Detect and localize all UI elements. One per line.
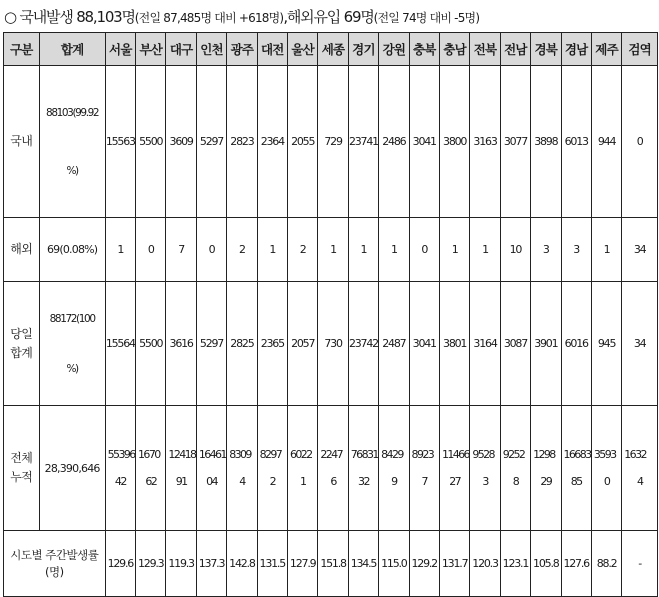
cell-value-top: 12418 [168, 448, 196, 461]
column-header: 합계 [39, 33, 105, 66]
table-cell [257, 406, 287, 531]
page-title [4, 4, 479, 30]
table-cell: 3 [561, 218, 591, 282]
cell-value-bottom: 9 [391, 475, 397, 488]
table-cell: 1 [348, 218, 378, 282]
table-cell: 123.1 [500, 531, 530, 597]
table-cell: 131.5 [257, 531, 287, 597]
table-cell: 2364 [257, 66, 287, 218]
cell-value-bottom: 91 [175, 475, 187, 488]
table-cell: 6016 [561, 282, 591, 406]
table-cell [287, 406, 317, 531]
column-header: 인천 [196, 33, 226, 66]
cell-value-top: 3593 [593, 448, 616, 461]
column-header: 경북 [531, 33, 561, 66]
table-cell [409, 406, 439, 531]
cell-value-bottom: 2 [269, 475, 275, 488]
table-cell: 2055 [287, 66, 317, 218]
column-header: 세종 [318, 33, 348, 66]
column-header: 대구 [166, 33, 196, 66]
column-header: 부산 [136, 33, 166, 66]
table-cell: 3077 [500, 66, 530, 218]
table-cell: 0 [196, 218, 226, 282]
table-cell: 2823 [227, 66, 257, 218]
table-cell: 945 [591, 282, 621, 406]
column-header: 구분 [4, 33, 40, 66]
cell-value-top: 11466 [441, 448, 469, 461]
cell-value-top: 2247 [320, 448, 342, 461]
cell-value-top: 8297 [259, 448, 282, 461]
table-cell: 131.7 [439, 531, 469, 597]
table-cell: 2486 [379, 66, 409, 218]
total-domestic [39, 66, 105, 218]
table-cell: 5500 [136, 282, 166, 406]
table-cell: 127.9 [287, 531, 317, 597]
table-cell: 120.3 [470, 531, 500, 597]
total-cumulative: 28,390,646 [39, 406, 105, 531]
row-label-overseas: 해외 [4, 218, 40, 282]
status-table [3, 32, 658, 597]
table-cell: 3616 [166, 282, 196, 406]
table-cell: 944 [591, 66, 621, 218]
total-daily [39, 282, 105, 406]
cell-value-bottom: 0 [603, 475, 610, 488]
table-cell: 34 [622, 282, 658, 406]
row-label-cumulative: 전체 누적 [4, 406, 40, 531]
table-cell: 3901 [531, 282, 561, 406]
table-cell: 3164 [470, 282, 500, 406]
column-header: 전북 [470, 33, 500, 66]
domestic-label: 국내발생 [19, 8, 73, 26]
column-header: 광주 [227, 33, 257, 66]
table-cell: 129.3 [136, 531, 166, 597]
table-cell: 3041 [409, 282, 439, 406]
cell-value-bottom: 6 [330, 475, 336, 488]
table-cell: 1 [439, 218, 469, 282]
table-cell: 142.8 [227, 531, 257, 597]
table-cell: - [622, 531, 658, 597]
table-cell: 1 [318, 218, 348, 282]
table-cell [348, 406, 378, 531]
table-cell: 34 [622, 218, 658, 282]
total-daily-bottom: %) [66, 362, 78, 375]
column-header: 경기 [348, 33, 378, 66]
total-overseas: 69(0.08%) [39, 218, 105, 282]
table-cell [196, 406, 226, 531]
table-cell: 5500 [136, 66, 166, 218]
table-cell: 15564 [105, 282, 135, 406]
table-cell: 151.8 [318, 531, 348, 597]
table-cell: 0 [136, 218, 166, 282]
table-cell: 3801 [439, 282, 469, 406]
table-cell [166, 406, 196, 531]
table-cell: 1 [379, 218, 409, 282]
table-row-domestic [4, 66, 658, 218]
table-cell: 3087 [500, 282, 530, 406]
cell-value-bottom: 42 [114, 475, 126, 488]
column-header: 경남 [561, 33, 591, 66]
cell-value-top: 8309 [229, 448, 251, 461]
table-cell: 730 [318, 282, 348, 406]
cell-value-top: 8429 [381, 448, 403, 461]
table-row-daily [4, 282, 658, 406]
table-cell: 2 [227, 218, 257, 282]
column-header: 검역 [622, 33, 658, 66]
table-cell: 2487 [379, 282, 409, 406]
column-header: 울산 [287, 33, 317, 66]
table-cell: 115.0 [379, 531, 409, 597]
column-header: 강원 [379, 33, 409, 66]
table-cell [470, 406, 500, 531]
table-cell: 7 [166, 218, 196, 282]
column-header: 서울 [105, 33, 135, 66]
table-cell [622, 406, 658, 531]
table-cell: 15563 [105, 66, 135, 218]
overseas-label: 해외유입 [286, 8, 341, 26]
title-separator: , [283, 8, 287, 26]
cell-value-bottom: 29 [540, 475, 552, 488]
cell-value-bottom: 7 [421, 475, 427, 488]
table-cell: 1 [257, 218, 287, 282]
table-row-cumulative [4, 406, 658, 531]
cell-value-bottom: 1 [299, 475, 306, 488]
table-cell: 1 [470, 218, 500, 282]
table-cell: 1 [591, 218, 621, 282]
table-cell: 3 [531, 218, 561, 282]
table-cell: 729 [318, 66, 348, 218]
row-label-domestic: 국내 [4, 66, 40, 218]
cell-value-bottom: 62 [145, 475, 157, 488]
table-cell: 3898 [531, 66, 561, 218]
row-label-weekly: 시도별 주간발생률(명) [4, 531, 106, 597]
table-cell: 129.2 [409, 531, 439, 597]
overseas-note: (전일 74명 대비 -5명) [373, 11, 480, 25]
table-cell [561, 406, 591, 531]
cell-value-top: 1298 [533, 448, 555, 461]
cell-value-bottom: 8 [512, 475, 519, 488]
table-cell: 3800 [439, 66, 469, 218]
cell-value-top: 55396 [107, 448, 135, 461]
table-cell: 105.8 [531, 531, 561, 597]
table-cell: 2057 [287, 282, 317, 406]
table-cell: 3609 [166, 66, 196, 218]
column-header: 충남 [439, 33, 469, 66]
cell-value-top: 8923 [411, 448, 434, 461]
table-cell: 129.6 [105, 531, 135, 597]
cell-value-top: 9252 [502, 448, 525, 461]
table-cell [439, 406, 469, 531]
table-cell [318, 406, 348, 531]
table-cell: 10 [500, 218, 530, 282]
cell-value-bottom: 85 [570, 475, 582, 488]
cell-value-top: 6022 [289, 448, 312, 461]
table-row-overseas [4, 218, 658, 282]
table-cell: 5297 [196, 66, 226, 218]
cell-value-bottom: 4 [636, 475, 643, 488]
column-header: 충북 [409, 33, 439, 66]
table-cell: 23742 [348, 282, 378, 406]
cell-value-top: 9528 [472, 448, 494, 461]
table-cell: 127.6 [561, 531, 591, 597]
table-cell: 1 [105, 218, 135, 282]
table-cell: 2 [287, 218, 317, 282]
overseas-count: 69명 [343, 8, 374, 26]
table-cell: 6013 [561, 66, 591, 218]
table-cell [379, 406, 409, 531]
cell-value-top: 16461 [198, 448, 226, 461]
column-header: 대전 [257, 33, 287, 66]
header-row [4, 33, 658, 66]
cell-value-bottom: 4 [239, 475, 245, 488]
column-header: 전남 [500, 33, 530, 66]
cell-value-top: 76831 [350, 448, 378, 461]
row-label-daily: 당일 합계 [4, 282, 40, 406]
total-daily-top: 88172(100 [49, 312, 95, 325]
table-cell [531, 406, 561, 531]
table-cell: 134.5 [348, 531, 378, 597]
table-cell [591, 406, 621, 531]
table-cell [105, 406, 135, 531]
table-cell [227, 406, 257, 531]
total-domestic-bottom: %) [66, 164, 78, 177]
cell-value-bottom: 04 [206, 475, 217, 488]
table-cell: 23741 [348, 66, 378, 218]
cell-value-bottom: 32 [358, 475, 369, 488]
bullet-icon: ○ [4, 8, 16, 26]
table-cell: 0 [622, 66, 658, 218]
cell-value-top: 1670 [138, 448, 160, 461]
table-cell [136, 406, 166, 531]
table-cell [500, 406, 530, 531]
cell-value-bottom: 27 [449, 475, 461, 488]
table-cell: 88.2 [591, 531, 621, 597]
table-cell: 0 [409, 218, 439, 282]
table-cell: 137.3 [196, 531, 226, 597]
domestic-count: 88,103명 [76, 8, 135, 26]
table-row-weekly [4, 531, 658, 597]
table-cell: 2825 [227, 282, 257, 406]
table-cell: 2365 [257, 282, 287, 406]
table-cell: 119.3 [166, 531, 196, 597]
domestic-note: (전일 87,485명 대비 +618명) [134, 11, 284, 25]
table-cell: 3163 [470, 66, 500, 218]
cell-value-top: 1632 [624, 448, 646, 461]
column-header: 제주 [591, 33, 621, 66]
total-domestic-top: 88103(99.92 [46, 106, 99, 119]
table-cell: 3041 [409, 66, 439, 218]
cell-value-top: 16683 [563, 448, 591, 461]
table-cell: 5297 [196, 282, 226, 406]
cell-value-bottom: 3 [482, 475, 488, 488]
